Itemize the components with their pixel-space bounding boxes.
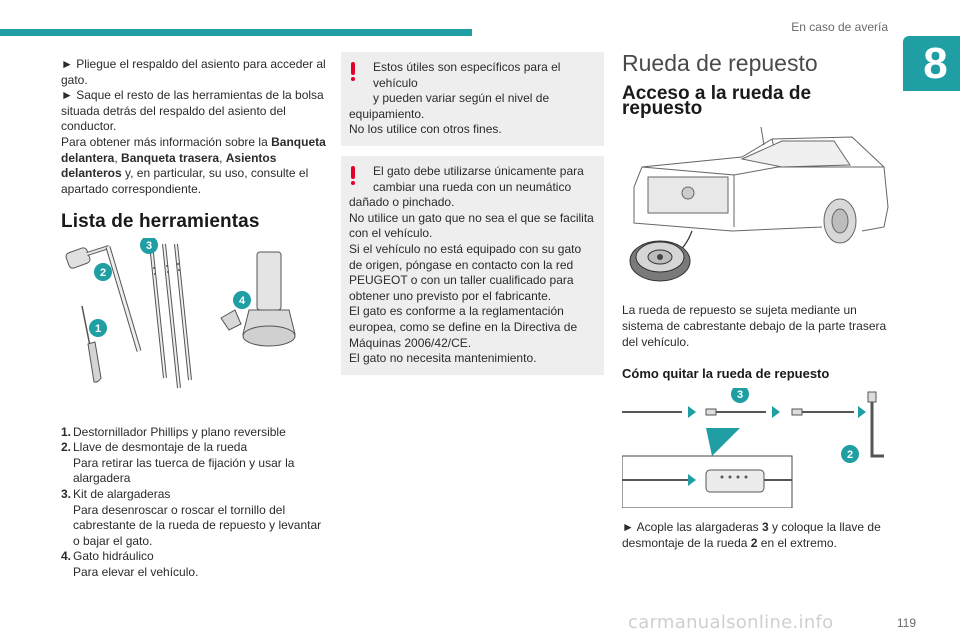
callout-2: 2 [846, 448, 854, 461]
tools-illustration [61, 238, 331, 408]
link-banqueta-trasera[interactable]: Banqueta trasera [121, 150, 220, 165]
step-fold-seat: ► Pliegue el respaldo del asiento para acceder al gato. [61, 57, 331, 88]
step-attach-extensions: ► Acople las alargaderas 3 y coloque la llave de desmontaje de la rueda 2 en el extremo. [622, 520, 892, 551]
list-item: 2. Llave de desmontaje de la rueda Para retirar las tuerca de fijación y usar la alargadera [61, 440, 295, 486]
extension-rods-drawing [151, 244, 190, 388]
warning-note-tools: Estos útiles son específicos para el vehículo y pueden variar según el nivel de equipamiento. No los utilice con otros fines. [341, 52, 604, 146]
info-paragraph: Para obtener más información sobre la Banqueta delantera, Banqueta trasera, Asientos delanteros y, en particular, su uso, consulte el apartado correspondiente. [61, 134, 326, 196]
truck-illustration [622, 127, 892, 287]
callout-3: 3 [145, 239, 153, 252]
spare-wheel-drawing [630, 241, 690, 281]
column-middle [341, 52, 604, 385]
crank-illustration [622, 388, 892, 508]
spare-wheel-title: Rueda de repuesto [622, 50, 818, 76]
list-item: 3. Kit de alargaderas Para desenroscar o roscar el tornillo del cabrestante de la rueda de repuesto y levantar o bajar el gato. [61, 486, 322, 548]
column-left [61, 57, 331, 580]
section-title: En caso de avería [791, 20, 888, 34]
callout-2: 2 [99, 266, 107, 279]
chapter-number: 8 [923, 39, 948, 88]
jack-drawing [221, 252, 295, 346]
callout-1: 1 [94, 322, 102, 335]
link-asientos-delanteros[interactable]: Asientos delanteros [61, 150, 277, 181]
watermark: carmanualsonline.info [628, 612, 834, 633]
screwdriver-drawing [82, 306, 101, 382]
spare-wheel-caption: La rueda de repuesto se sujeta mediante un sistema de cabrestante debajo de la parte trasera del vehículo. [622, 303, 887, 349]
remove-title: Cómo quitar la rueda de repuesto [622, 366, 830, 382]
step-remove-tools: ► Saque el resto de las herramientas de la bolsa situada detrás del respaldo del asiento del conductor. [61, 88, 331, 135]
list-item: 4. Gato hidráulico Para elevar el vehículo. [61, 549, 199, 579]
warning-icon [350, 62, 356, 81]
list-item: 1. Destornillador Phillips y plano reversible [61, 424, 286, 439]
warning-icon [350, 166, 356, 185]
tools-list [61, 425, 331, 581]
warning-note-jack: El gato debe utilizarse únicamente para cambiar una rueda con un neumático dañado o pinchado. No utilice un gato que no sea el que se facilita con el vehículo. Si el vehículo no está equipado con su gato de origen, póngase en contacto con la red PEUGEOT o con un taller cualificado para obtener uno previsto por el fabricante. El gato es conforme a la reglamentación europea, como se define en la Directiva de Máquinas 2006/42/CE. El gato no necesita mantenimiento. [341, 156, 604, 375]
tools-list-title: Lista de herramientas [61, 211, 260, 233]
chapter-badge [903, 36, 960, 91]
header-accent-bar [0, 29, 472, 36]
link-banqueta-delantera[interactable]: Banqueta delantera [61, 134, 326, 165]
callout-4: 4 [238, 294, 246, 307]
access-title: Acceso a la rueda de repuesto [622, 82, 812, 120]
page-number: 119 [896, 616, 916, 630]
column-right [622, 52, 892, 552]
callout-3: 3 [736, 388, 744, 401]
